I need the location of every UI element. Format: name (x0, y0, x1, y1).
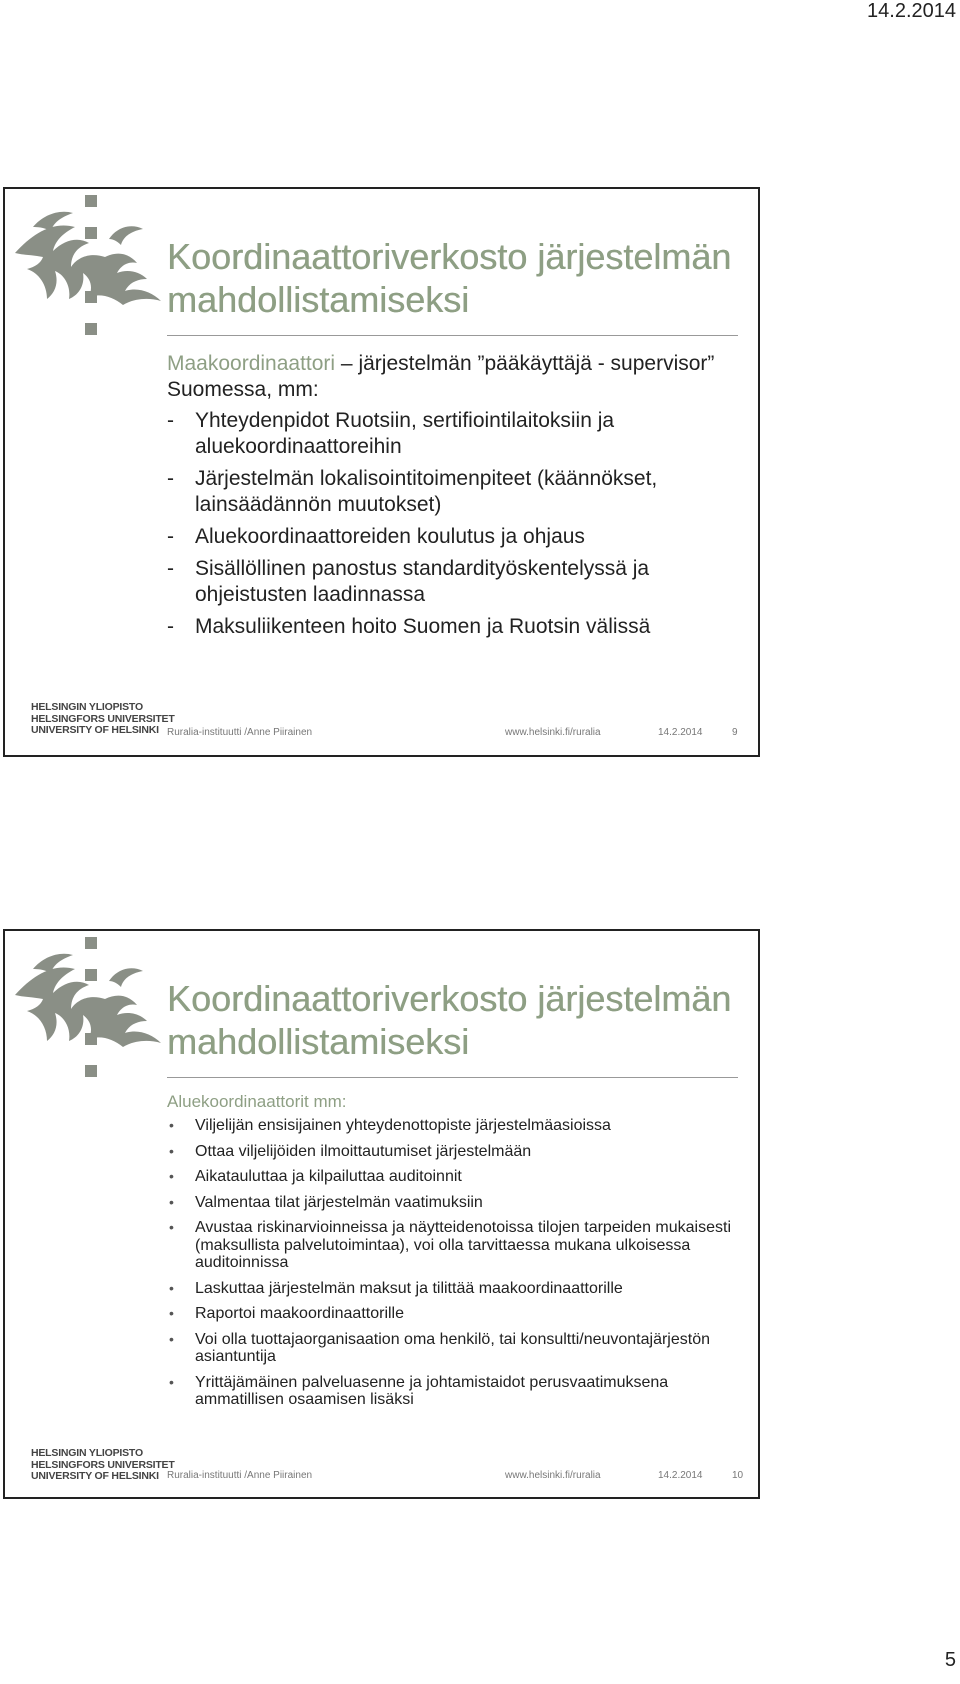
title-divider (167, 1077, 738, 1078)
bullet-marker: • (169, 1279, 174, 1296)
list-item-text: Aikatauluttaa ja kilpailuttaa auditoinnit (195, 1168, 462, 1185)
university-name-en: UNIVERSITY OF HELSINKI (31, 724, 159, 736)
slide-content (167, 1091, 742, 1417)
list-item (167, 556, 742, 608)
university-name (31, 702, 175, 737)
dash-marker: - (167, 557, 174, 580)
university-flame-logo-icon (13, 193, 165, 343)
dash-list (167, 408, 742, 640)
bullet-marker: • (169, 1373, 174, 1390)
list-item-text: Maksuliikenteen hoito Suomen ja Ruotsin välissä (195, 615, 651, 638)
list-item-text: Järjestelmän lokalisointitoimenpiteet (käännökset, lainsäädännön muutokset) (195, 467, 658, 516)
university-name (31, 1448, 175, 1483)
bullet-marker: • (169, 1305, 174, 1321)
dash-marker: - (167, 615, 174, 638)
footer-slide-number: 9 (732, 727, 738, 738)
bullet-marker: • (169, 1117, 174, 1133)
page-date: 14.2.2014 (867, 0, 956, 22)
slide-9 (3, 187, 760, 757)
list-item-text: Yhteydenpidot Ruotsiin, sertifiointilaitoksiin ja aluekoordinaattoreihin (195, 409, 615, 458)
list-item-text: Avustaa riskinarvioinneissa ja näytteidenotoissa tilojen tarpeiden mukaisesti (maksullista palvelutoimintaa), voi olla tarvittaessa mukana ulkoisessa auditoinnissa (195, 1219, 731, 1271)
list-item-text: Laskuttaa järjestelmän maksut ja tilittää maakoordinaattorille (195, 1279, 623, 1297)
list-item (167, 1305, 742, 1323)
university-flame-logo-icon (13, 935, 165, 1085)
bullet-marker: • (169, 1142, 174, 1159)
slide-content (167, 351, 742, 646)
list-item (167, 1280, 742, 1298)
list-item-text: Voi olla tuottajaorganisaation oma henkilö, tai konsultti/neuvontajärjestön asiantuntija (195, 1330, 710, 1365)
intro-accent: Maakoordinaattori (167, 352, 336, 375)
list-item-text: Viljelijän ensisijainen yhteydenottopiste järjestelmäasioissa (195, 1117, 611, 1134)
footer-website-link[interactable]: www.helsinki.fi/ruralia (505, 727, 601, 738)
footer-institute: Ruralia-instituutti /Anne Piirainen (167, 727, 313, 738)
university-name-sv: HELSINGFORS UNIVERSITET (31, 712, 175, 725)
list-item (167, 1219, 742, 1272)
bullet-marker: • (169, 1168, 174, 1184)
dash-marker: - (167, 467, 174, 490)
title-divider (167, 335, 738, 336)
list-item-text: Valmentaa tilat järjestelmän vaatimuksiin (195, 1193, 483, 1211)
intro-text (167, 351, 742, 403)
list-item (167, 466, 742, 518)
list-item (167, 1194, 742, 1212)
university-name-fi: HELSINGIN YLIOPISTO (31, 1447, 143, 1459)
bullet-marker: • (169, 1219, 174, 1235)
list-item (167, 614, 742, 640)
page-number: 5 (944, 1649, 956, 1671)
footer-website-link[interactable]: www.helsinki.fi/ruralia (505, 1470, 601, 1481)
list-item (167, 1117, 742, 1135)
intro-text: Aluekoordinaattorit mm: (167, 1092, 347, 1111)
intro-rest: – järjestelmän ”pääkäyttäjä - supervisor” Suomessa, mm: (167, 352, 715, 401)
list-item-text: Ottaa viljelijöiden ilmoittautumiset järjestelmään (195, 1142, 532, 1160)
footer-date: 14.2.2014 (658, 727, 703, 738)
slide-title: Koordinaattoriverkosto järjestelmän mahdollistamiseksi (167, 236, 732, 320)
university-name-en: UNIVERSITY OF HELSINKI (31, 1470, 159, 1482)
list-item-text: Raportoi maakoordinaattorille (195, 1305, 404, 1322)
list-item (167, 524, 742, 550)
list-item-text: Yrittäjämäinen palveluasenne ja johtamistaidot perusvaatimuksena ammatillisen osaamisen lisäksi (195, 1373, 669, 1408)
bullet-list (167, 1117, 742, 1409)
university-name-sv: HELSINGFORS UNIVERSITET (31, 1458, 175, 1471)
bullet-marker: • (169, 1193, 174, 1210)
list-item-text: Sisällöllinen panostus standardityöskentelyssä ja ohjeistusten laadinnassa (195, 557, 650, 606)
footer-slide-number: 10 (732, 1470, 744, 1481)
footer-date: 14.2.2014 (658, 1470, 703, 1481)
footer-institute: Ruralia-instituutti /Anne Piirainen (167, 1470, 313, 1481)
bullet-marker: • (169, 1330, 174, 1347)
list-item (167, 1331, 742, 1366)
dash-marker: - (167, 525, 174, 548)
list-item (167, 1374, 742, 1409)
list-item (167, 408, 742, 460)
list-item-text: Aluekoordinaattoreiden koulutus ja ohjaus (195, 525, 585, 548)
slide-title: Koordinaattoriverkosto järjestelmän mahdollistamiseksi (167, 978, 732, 1062)
list-item (167, 1168, 742, 1186)
dash-marker: - (167, 409, 174, 432)
slide-10 (3, 929, 760, 1499)
list-item (167, 1143, 742, 1161)
university-name-fi: HELSINGIN YLIOPISTO (31, 701, 143, 713)
